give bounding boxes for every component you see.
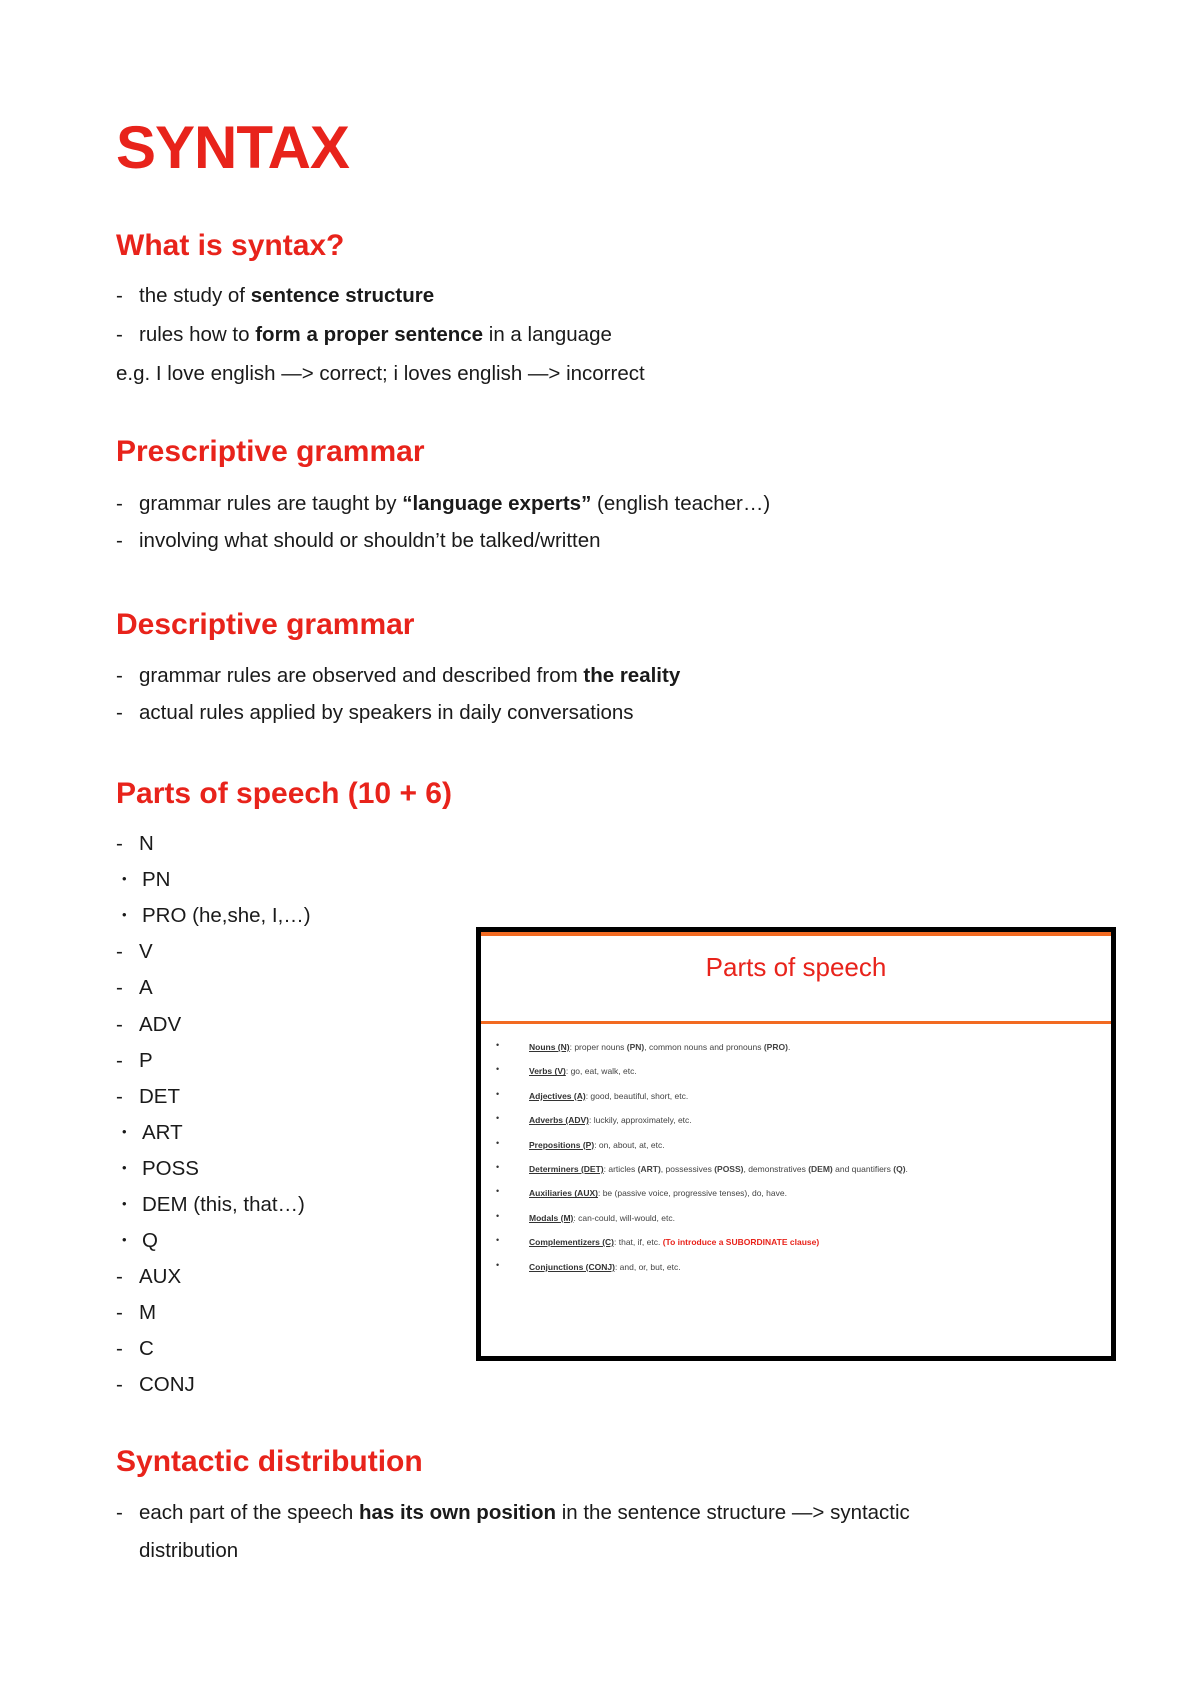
slide-list-item: • Modals (M): can-could, will-would, etc.: [496, 1210, 675, 1223]
slide-title: Parts of speech: [705, 952, 887, 982]
pos-item-v: - V: [116, 940, 153, 963]
heading-syntactic-distribution: Syntactic distribution: [116, 1445, 423, 1478]
pos-item-aux: - AUX: [116, 1265, 182, 1288]
example-line: e.g. I love english —> correct; i loves english —> incorrect: [116, 362, 645, 385]
heading-prescriptive-grammar: Prescriptive grammar: [116, 435, 425, 468]
pos-item-c: - C: [116, 1337, 154, 1360]
slide-list-item: • Nouns (N): proper nouns (PN), common nouns and pronouns (PRO).: [496, 1040, 791, 1052]
slide-top-bar: [481, 932, 1111, 936]
pos-subitem-poss: • POSS: [122, 1157, 199, 1180]
pos-item-a: - A: [116, 976, 153, 999]
pos-item-adv: - ADV: [116, 1013, 182, 1036]
pos-subitem-pn: • PN: [122, 868, 171, 891]
pos-subitem-art: • ART: [122, 1121, 183, 1144]
slide-list-item: • Auxiliaries (AUX): be (passive voice, progressive tenses), do, have.: [496, 1186, 787, 1199]
list-item: - actual rules applied by speakers in daily conversations: [116, 701, 634, 724]
parts-of-speech-slide-image: [476, 927, 1116, 1361]
slide-list-item: • Verbs (V): go, eat, walk, etc.: [496, 1064, 637, 1077]
heading-parts-of-speech: Parts of speech (10 + 6): [116, 777, 452, 810]
pos-item-det: - DET: [116, 1085, 180, 1108]
list-item: - involving what should or shouldn’t be talked/written: [116, 529, 601, 552]
pos-item-m: - M: [116, 1301, 157, 1324]
pos-item-p: - P: [116, 1049, 153, 1072]
pos-item-conj: - CONJ: [116, 1373, 195, 1396]
slide-list-item: • Complementizers (C): that, if, etc. (To introduce a SUBORDINATE clause): [496, 1235, 820, 1248]
slide-list: [493, 1042, 908, 1286]
heading-descriptive-grammar: Descriptive grammar: [116, 608, 415, 641]
slide-divider: [481, 1021, 1111, 1024]
slide-list-item: • Determiners (DET): articles (ART), possessives (POSS), demonstratives (DEM) and quantifiers (Q).: [496, 1161, 908, 1174]
slide-list-item: • Prepositions (P): on, about, at, etc.: [496, 1137, 665, 1150]
document-title: SYNTAX: [116, 114, 349, 181]
pos-subitem-q: • Q: [122, 1229, 158, 1252]
list-item: - grammar rules are taught by “language experts” (english teacher…): [116, 492, 771, 515]
list-item: - the study of sentence structure: [116, 284, 435, 307]
slide-list-item: • Conjunctions (CONJ): and, or, but, etc.: [496, 1259, 681, 1272]
slide-list-item: • Adjectives (A): good, beautiful, short, etc.: [496, 1088, 689, 1101]
pos-subitem-dem: • DEM (this, that…): [122, 1193, 305, 1216]
list-item-continuation: distribution: [139, 1539, 239, 1562]
slide-list-item: • Adverbs (ADV): luckily, approximately, etc.: [496, 1113, 692, 1126]
heading-what-is-syntax: What is syntax?: [116, 229, 345, 262]
list-item: - grammar rules are observed and described from the reality: [116, 664, 681, 687]
pos-subitem-pro: • PRO (he,she, I,…): [122, 904, 311, 927]
list-item: - rules how to form a proper sentence in a language: [116, 323, 612, 346]
pos-item-n: - N: [116, 832, 154, 855]
list-item: - each part of the speech has its own position in the sentence structure —> syntactic: [116, 1501, 910, 1524]
